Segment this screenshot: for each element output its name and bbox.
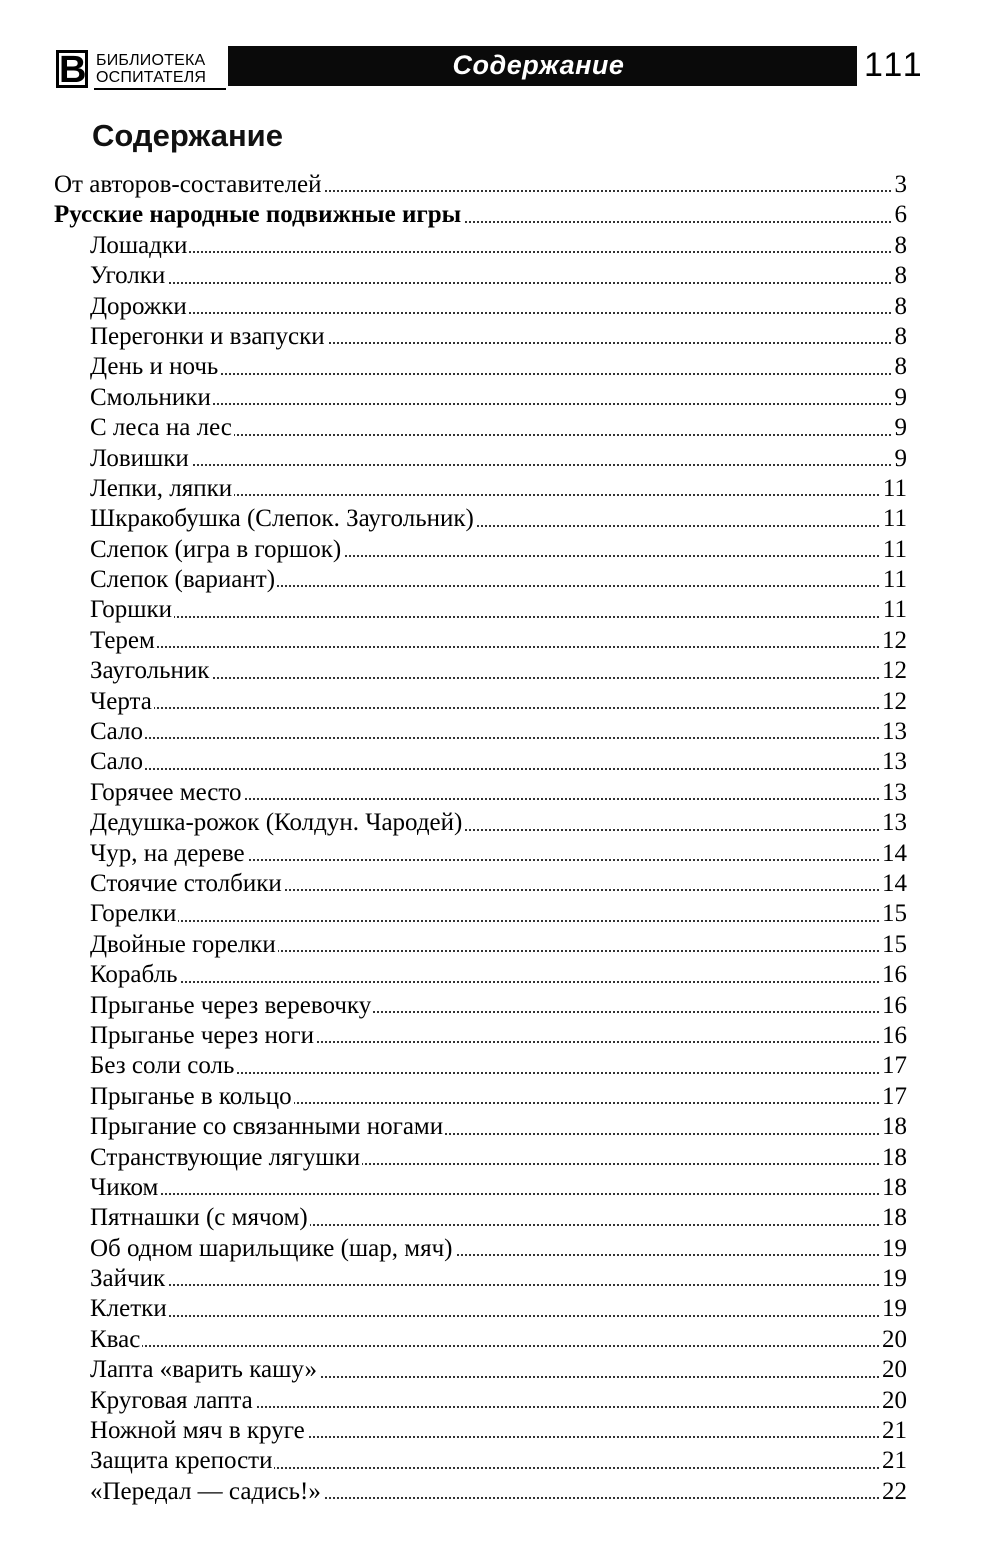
toc-entry-page: 19 [880, 1264, 907, 1294]
toc-entry [90, 322, 907, 352]
toc-entry [90, 1386, 907, 1416]
toc-entry [54, 200, 907, 230]
series-logo-icon [56, 49, 88, 91]
toc-entry-page: 9 [893, 444, 908, 474]
toc-entry-page: 6 [893, 200, 908, 230]
toc-entry-title: Зайчик [90, 1264, 167, 1294]
toc-entry-page: 15 [880, 899, 907, 929]
toc-entry-title: Терем [90, 626, 157, 656]
toc-entry [90, 747, 907, 777]
toc-entry-page: 15 [880, 930, 907, 960]
toc-entry [90, 1446, 907, 1476]
toc-entry [90, 869, 907, 899]
toc-entry-title: Корабль [90, 960, 180, 990]
toc-entry [90, 595, 907, 625]
toc-entry [90, 383, 907, 413]
toc-entry-page: 8 [893, 322, 908, 352]
dot-leader [90, 768, 907, 770]
toc-entry-page: 8 [893, 231, 908, 261]
toc-entry-title: Сало [90, 747, 145, 777]
toc-entry-title: Пятнашки (с мячом) [90, 1203, 310, 1233]
toc-entry [90, 1477, 907, 1507]
toc-entry-title: Шкракобушка (Слепок. Заугольник) [90, 504, 476, 534]
toc-entry-page: 14 [880, 869, 907, 899]
series-name-line2: ОСПИТАТЕЛЯ [96, 69, 207, 86]
toc-entry [90, 687, 907, 717]
toc-entry-page: 18 [880, 1173, 907, 1203]
toc-entry-page: 14 [880, 839, 907, 869]
toc-entry-title: Дорожки [90, 292, 189, 322]
toc-entry-title: Прыганье в кольцо [90, 1082, 294, 1112]
toc-entry-page: 20 [880, 1386, 907, 1416]
dot-leader [90, 282, 907, 284]
toc-entry [90, 231, 907, 261]
toc-entry-title: «Передал — садись!» [90, 1477, 323, 1507]
series-name-line1: БИБЛИОТЕКА [96, 52, 206, 69]
toc-entry [54, 170, 907, 200]
toc-entry [90, 1112, 907, 1142]
toc-entry-title: День и ночь [90, 352, 220, 382]
toc-entry-title: Об одном шарильщике (шар, мяч) [90, 1234, 455, 1264]
toc-entry-page: 20 [880, 1355, 907, 1385]
dot-leader [90, 1284, 907, 1286]
toc-entry-page: 17 [880, 1051, 907, 1081]
dot-leader [90, 1315, 907, 1317]
toc-entry [90, 1234, 907, 1264]
toc-entry-page: 16 [880, 1021, 907, 1051]
toc-entry-title: Стоячие столбики [90, 869, 284, 899]
dot-leader [90, 1193, 907, 1195]
toc-entry [90, 1173, 907, 1203]
toc-entry-page: 18 [880, 1112, 907, 1142]
toc-entry [90, 504, 907, 534]
toc-entry-page: 12 [880, 687, 907, 717]
toc-entry-title: Прыганье через веревочку [90, 991, 373, 1021]
toc-entry-title: Перегонки и взапуски [90, 322, 327, 352]
toc-entry-title: Защита крепости [90, 1446, 274, 1476]
toc-entry-page: 19 [880, 1234, 907, 1264]
toc-entry-page: 13 [880, 747, 907, 777]
toc-entry [90, 292, 907, 322]
toc-entry-page: 13 [880, 717, 907, 747]
header-section-title: Содержание [452, 50, 625, 80]
toc-entry-title: Клетки [90, 1294, 169, 1324]
toc-entry-title: Черта [90, 687, 154, 717]
toc-entry-title: Ловишки [90, 444, 191, 474]
header-bar [228, 46, 849, 86]
toc-entry-title: Прыганье через ноги [90, 1021, 316, 1051]
toc-entry-page: 11 [881, 565, 907, 595]
toc-entry-page: 11 [881, 535, 907, 565]
toc-entry [90, 808, 907, 838]
toc-entry [90, 413, 907, 443]
page-number: 111 [864, 46, 925, 84]
toc-entry-title: Странствующие лягушки [90, 1143, 362, 1173]
logo-underline [94, 88, 226, 90]
toc-entry-page: 8 [893, 261, 908, 291]
toc-entry [90, 261, 907, 291]
dot-leader [90, 981, 907, 983]
toc-entry-page: 11 [881, 474, 907, 504]
toc-entry-title: Круговая лапта [90, 1386, 255, 1416]
toc-entry-page: 19 [880, 1294, 907, 1324]
toc-entry-page: 8 [893, 292, 908, 322]
toc-entry-title: Горячее место [90, 778, 244, 808]
toc-entry-title: Дедушка-рожок (Колдун. Чародей) [90, 808, 464, 838]
toc-entry [90, 1143, 907, 1173]
toc-entry-title: Смольники [90, 383, 213, 413]
toc-entry-title: Лапта «варить кашу» [90, 1355, 319, 1385]
toc-entry-title: Русские народные подвижные игры [54, 200, 463, 230]
toc-entry [90, 535, 907, 565]
toc-entry [90, 1264, 907, 1294]
toc-entry-page: 16 [880, 960, 907, 990]
toc-entry-title: Сало [90, 717, 145, 747]
toc-entry [90, 1294, 907, 1324]
toc-entry-title: Чиком [90, 1173, 160, 1203]
toc-entry [90, 656, 907, 686]
toc-entry [90, 1021, 907, 1051]
dot-leader [90, 251, 907, 253]
toc-title: Содержание [92, 118, 283, 153]
toc-entry-title: Горшки [90, 595, 174, 625]
toc-entry [90, 717, 907, 747]
toc-entry-page: 18 [880, 1203, 907, 1233]
dot-leader [90, 707, 907, 709]
toc-entry-title: Чур, на дереве [90, 839, 247, 869]
toc-entry-page: 21 [880, 1416, 907, 1446]
dot-leader [90, 1345, 907, 1347]
toc-entry [90, 352, 907, 382]
toc-entry-page: 3 [893, 170, 908, 200]
toc-entry [90, 960, 907, 990]
toc-entry-title: Без соли соль [90, 1051, 236, 1081]
dot-leader [90, 464, 907, 466]
toc-entry-page: 8 [893, 352, 908, 382]
toc-entry [90, 444, 907, 474]
toc-entry [90, 839, 907, 869]
toc-entry-page: 12 [880, 656, 907, 686]
toc-entry-page: 9 [893, 413, 908, 443]
toc-entry-title: Горелки [90, 899, 178, 929]
toc-entry-title: От авторов-составителей [54, 170, 324, 200]
toc-entry [90, 1051, 907, 1081]
header-bar-end [849, 46, 857, 86]
toc-entry-title: Уголки [90, 261, 167, 291]
toc-entry-page: 21 [880, 1446, 907, 1476]
toc-entry [90, 1203, 907, 1233]
toc-entry [90, 899, 907, 929]
toc-entry-page: 22 [880, 1477, 907, 1507]
dot-leader [90, 616, 907, 618]
dot-leader [90, 737, 907, 739]
toc-entry-page: 13 [880, 808, 907, 838]
toc-entry-title: Слепок (игра в горшок) [90, 535, 343, 565]
toc-entry-page: 9 [893, 383, 908, 413]
toc-entry-title: Заугольник [90, 656, 211, 686]
toc-entry-page: 16 [880, 991, 907, 1021]
toc-entry-title: Слепок (вариант) [90, 565, 277, 595]
toc-entry [90, 930, 907, 960]
toc-entry-page: 11 [881, 504, 907, 534]
toc-entry [90, 565, 907, 595]
logo-letter: В [59, 49, 87, 91]
toc-entry-title: Двойные горелки [90, 930, 278, 960]
series-name [96, 52, 206, 86]
toc-entry-title: С леса на лес [90, 413, 234, 443]
toc-entry [90, 778, 907, 808]
dot-leader [90, 677, 907, 679]
toc-entry-page: 17 [880, 1082, 907, 1112]
toc-entry [90, 1416, 907, 1446]
toc-entry-title: Ножной мяч в круге [90, 1416, 307, 1446]
dot-leader [90, 646, 907, 648]
toc-entry [90, 991, 907, 1021]
toc-entry-title: Квас [90, 1325, 142, 1355]
toc-entry [90, 1082, 907, 1112]
toc-entry-page: 20 [880, 1325, 907, 1355]
toc-entry [90, 1355, 907, 1385]
table-of-contents [54, 170, 907, 1507]
toc-entry-page: 18 [880, 1143, 907, 1173]
toc-entry-page: 13 [880, 778, 907, 808]
dot-leader [90, 312, 907, 314]
toc-entry-title: Прыгание со связанными ногами [90, 1112, 445, 1142]
toc-entry-page: 12 [880, 626, 907, 656]
toc-entry [90, 474, 907, 504]
toc-entry-title: Лепки, ляпки [90, 474, 234, 504]
dot-leader [90, 920, 907, 922]
running-header [50, 44, 925, 94]
toc-entry [90, 1325, 907, 1355]
toc-entry-title: Лошадки [90, 231, 189, 261]
toc-entry [90, 626, 907, 656]
toc-entry-page: 11 [881, 595, 907, 625]
